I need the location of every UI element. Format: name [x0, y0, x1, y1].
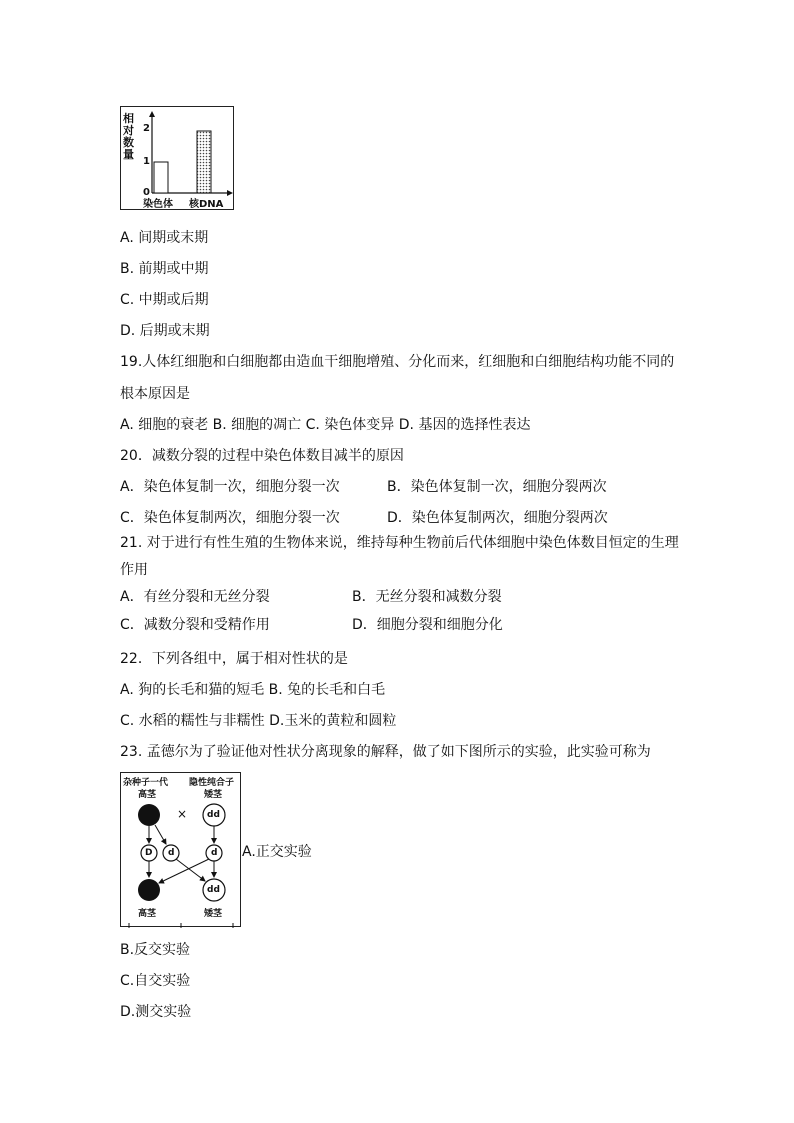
- q23-option-b: B.反交实验: [120, 942, 191, 958]
- bar-chart: [120, 106, 234, 210]
- q21-option-c: C．减数分裂和受精作用: [120, 617, 270, 633]
- q23-option-d: D.测交实验: [120, 1004, 192, 1020]
- q18-option-d: D. 后期或末期: [120, 323, 210, 339]
- q19-stem-line2: 根本原因是: [120, 386, 190, 402]
- cross-symbol: ×: [177, 807, 188, 821]
- q21-option-a: A．有丝分裂和无丝分裂: [120, 589, 270, 605]
- q22-options-line2: C. 水稻的糯性与非糯性 D.玉米的黄粒和圆粒: [120, 713, 397, 729]
- q20-option-c: C．染色体复制两次，细胞分裂一次: [120, 510, 340, 526]
- q21-stem-line2: 作用: [120, 562, 148, 578]
- left-parent-title: 杂种子一代: [123, 778, 169, 788]
- y-tick-0: 0: [143, 187, 150, 198]
- parent-dd-label: dd: [207, 810, 220, 820]
- y-tick-2: 2: [143, 123, 150, 134]
- q23-stem: 23. 孟德尔为了验证他对性状分离现象的解释，做了如下图所示的实验，此实验可称为: [120, 744, 651, 760]
- q20-option-d: D．染色体复制两次，细胞分裂两次: [387, 510, 608, 526]
- q18-option-a: A. 间期或末期: [120, 230, 209, 246]
- q21-option-d: D．细胞分裂和细胞分化: [352, 617, 503, 633]
- q20-option-a: A．染色体复制一次，细胞分裂一次: [120, 479, 340, 495]
- gamete-d1-label: d: [168, 848, 175, 858]
- y-tick-1: 1: [143, 156, 150, 167]
- bar-chromosome: [154, 162, 168, 193]
- y-label-char-2: 对: [123, 124, 134, 137]
- bar-nuclear-dna: [197, 131, 211, 193]
- y-axis-label: [123, 113, 134, 161]
- q23-option-a: A.正交实验: [242, 844, 312, 860]
- q20-stem: 20．减数分裂的过程中染色体数目减半的原因: [120, 448, 404, 464]
- q18-option-b: B. 前期或中期: [120, 261, 209, 277]
- left-parent-phenotype: 高茎: [138, 790, 157, 800]
- offspring-tall-circle: [138, 879, 160, 901]
- x-category-nuclear-dna: 核DNA: [189, 199, 224, 210]
- q20-option-b: B．染色体复制一次，细胞分裂两次: [387, 479, 607, 495]
- right-parent-phenotype: 矮茎: [204, 790, 223, 800]
- offspring-dwarf-label: 矮茎: [204, 909, 223, 919]
- q22-options-line1: A. 狗的长毛和猫的短毛 B. 兔的长毛和白毛: [120, 682, 386, 698]
- arrow-d1-to-dwarf: [176, 859, 205, 881]
- q18-option-c: C. 中期或后期: [120, 292, 209, 308]
- q23-option-c: C.自交实验: [120, 973, 191, 989]
- gamete-D-label: D: [145, 848, 153, 858]
- q21-option-b: B．无丝分裂和减数分裂: [352, 589, 502, 605]
- y-label-char-4: 量: [123, 148, 134, 161]
- gamete-d2-label: d: [211, 848, 218, 858]
- q21-stem-line1: 21. 对于进行有性生殖的生物体来说，维持每种生物前后代体细胞中染色体数目恒定的生理: [120, 535, 679, 551]
- right-parent-title: 隐性纯合子: [189, 778, 235, 788]
- q19-options: A. 细胞的衰老 B. 细胞的凋亡 C. 染色体变异 D. 基因的选择性表达: [120, 417, 531, 433]
- x-category-chromosome: 染色体: [143, 199, 173, 210]
- offspring-tall-label: 高茎: [138, 909, 157, 919]
- arrow-parent-to-d1: [155, 825, 166, 844]
- y-label-char-3: 数: [123, 136, 134, 149]
- parent-tall-circle: [138, 804, 160, 826]
- x-axis-arrow: [227, 190, 233, 196]
- y-label-char-1: 相: [123, 112, 134, 125]
- arrow-d2-to-tall: [159, 859, 209, 883]
- y-axis-arrow: [149, 111, 155, 117]
- testcross-diagram: [120, 772, 241, 927]
- q22-stem: 22．下列各组中，属于相对性状的是: [120, 651, 348, 667]
- offspring-dd-label: dd: [207, 885, 220, 895]
- q19-stem-line1: 19.人体红细胞和白细胞都由造血干细胞增殖、分化而来，红细胞和白细胞结构功能不同的: [120, 354, 675, 370]
